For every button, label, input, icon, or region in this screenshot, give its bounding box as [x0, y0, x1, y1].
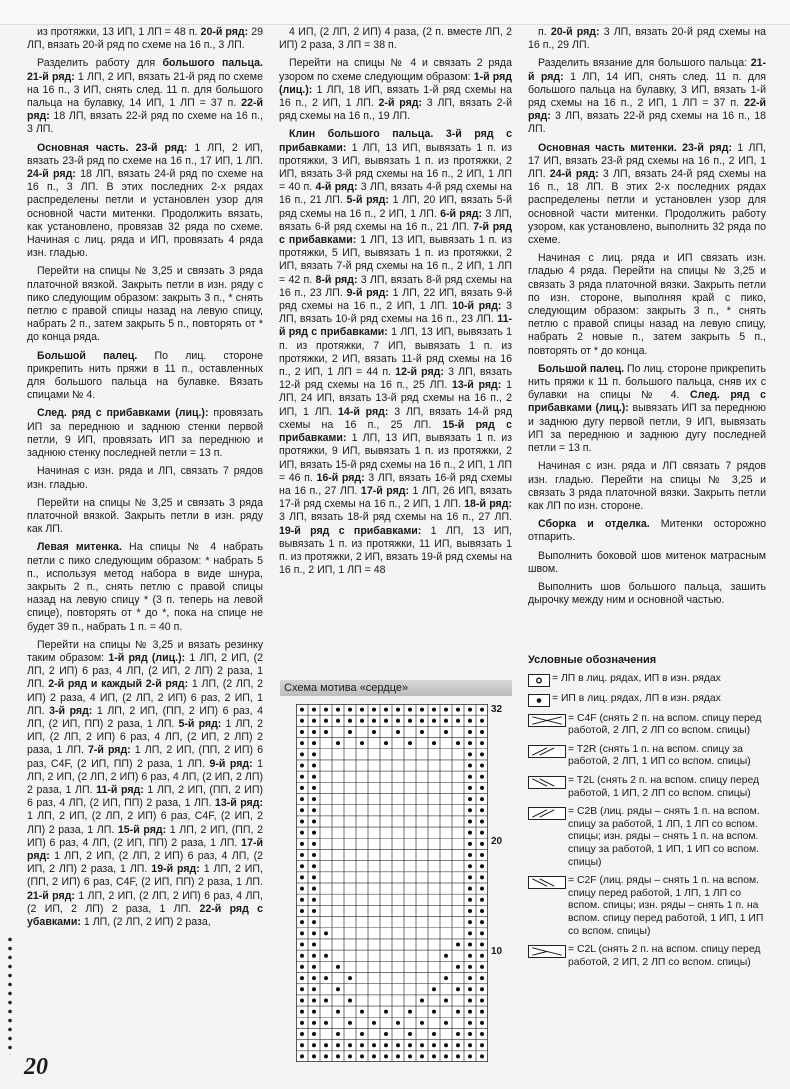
chart-dot [312, 1010, 316, 1014]
decorative-dots [6, 935, 14, 1055]
chart-dot [408, 708, 412, 712]
chart-dot [300, 987, 304, 991]
chart-dot [396, 1043, 400, 1047]
chart-dot [312, 965, 316, 969]
chart-dot [300, 808, 304, 812]
chart-dot [468, 730, 472, 734]
legend-item [528, 775, 768, 800]
chart-dot [480, 752, 484, 756]
chart-dot [468, 741, 472, 745]
text-column-1 [27, 26, 263, 934]
chart-dot [312, 708, 316, 712]
chart-dot [456, 1043, 460, 1047]
chart-dot [312, 943, 316, 947]
chart-dot [432, 1054, 436, 1058]
c2b-symbol-icon [528, 807, 566, 820]
chart-dot [300, 1021, 304, 1025]
col1-paragraph: Разделить работу для большого пальца. 21-й ряд: 1 ЛП, 2 ИП, вязать 21-й ряд по схеме на 16 п., 3 ИП, снять след. 11 п. для большого пальца на булавку, 14 ИП, 1 ЛП = 37 п. 22-й ряд: 18 ЛП, вязать 22-й ряд по схеме на 16 п., 3 ЛП. [27, 57, 263, 136]
chart-dot [312, 730, 316, 734]
chart-dot [300, 797, 304, 801]
chart-dot [456, 987, 460, 991]
chart-dot [468, 764, 472, 768]
chart-dot [444, 954, 448, 958]
chart-dot [480, 741, 484, 745]
col1-paragraph: Начиная с изн. ряда и ЛП, связать 7 рядов изн. гладью. [27, 465, 263, 491]
col1-paragraph: Основная часть. 23-й ряд: 1 ЛП, 2 ИП, вязать 23-й ряд по схеме на 16 п., 17 ИП, 1 ЛП. 24-й ряд: 18 ЛП, вязать 24-й ряд по схеме на 16 п., 3 ЛП. В этих последних 2-х рядах распределены петли и установлен узор для основной части митенки. Продолжить вязать, как установлено, провязав 32 ряда по схеме. Начиная с лиц. ряда и ИП, провязать 4 ряда изн. гладью. [27, 141, 263, 260]
col1-paragraph: Перейти на спицы № 3,25 и связать 3 ряда платочной вязкой. Закрыть петли в изн. ряду как ЛП. [27, 496, 263, 536]
chart-dot [468, 1043, 472, 1047]
chart-dot [468, 1010, 472, 1014]
chart-dot [312, 719, 316, 723]
chart-dot [468, 987, 472, 991]
chart-dot [348, 998, 352, 1002]
chart-dot [480, 909, 484, 913]
chart-dot [456, 1054, 460, 1058]
chart-dot [372, 1054, 376, 1058]
col1-paragraph: Левая митенка. На спицы № 4 набрать петли с пико следующим образом: * набрать 5 п., используя метод набора в виде шнура, закрыть 2 п., снять петлю с правой спицы назад на левую спицу * (3 п. теперь на левой спице), повторять от * до *, пока на спице не будет 39 п., набрать 1 п. = 40 п. [27, 541, 263, 633]
chart-dot [324, 976, 328, 980]
chart-dot [300, 976, 304, 980]
chart-dot [312, 842, 316, 846]
chart-dot [312, 909, 316, 913]
chart-dot [336, 1010, 340, 1014]
chart-dot [312, 1032, 316, 1036]
chart-dot [324, 708, 328, 712]
chart-dot [372, 719, 376, 723]
chart-dot [360, 1010, 364, 1014]
chart-dot [300, 1054, 304, 1058]
legend-item [528, 806, 768, 869]
chart-dot [312, 775, 316, 779]
chart-dot [408, 1054, 412, 1058]
chart-dot [312, 1043, 316, 1047]
chart-dot [420, 730, 424, 734]
chart-dot [432, 1010, 436, 1014]
chart-dot [360, 741, 364, 745]
chart-dot [468, 998, 472, 1002]
chart-dot [324, 719, 328, 723]
chart-dot [480, 708, 484, 712]
chart-dot [324, 1021, 328, 1025]
col2-paragraph: 4 ИП, (2 ЛП, 2 ИП) 4 раза, (2 п. вместе ЛП, 2 ИП) 2 раза, 3 ЛП = 38 п. [279, 26, 512, 52]
chart-dot [312, 741, 316, 745]
col2-paragraph: Клин большого пальца. 3-й ряд с прибавками: 1 ЛП, 13 ИП, вывязать 1 п. из протяжки, 3 ИП, вывязать 1 п. из протяжки, 2 ИП, вязать 3-й ряд схемы на 16 п., 2 ИП, 1 ЛП = 40 п. 4-й ряд: 3 ЛП, вязать 4-й ряд схемы на 16 п., 21 ЛП. 5-й ряд: 1 ЛП, 20 ИП, вязать 5-й ряд схемы на 16 п., 2 ИП, 1 ЛП. 6-й ряд: 3 ЛП, вязать 6-й ряд схемы на 16 п., 21 ЛП. 7-й ряд с прибавками: 1 ЛП, 13 ИП, вывязать 1 п. из протяжки, 5 ИП, вывязать 1 п. из протяжки, 2 ИП, вязать 7-й ряд схемы на 16 п., 2 ИП, 1 ЛП = 42 п. 8-й ряд: 3 ЛП, вязать 8-й ряд схемы на 16 п., 23 ЛП. 9-й ряд: 1 ЛП, 22 ИП, вязать 9-й ряд схемы на 16 п., 2 ИП, 1 ЛП. 10-й ряд: 3 ЛП, вязать 10-й ряд схемы на 16 п., 23 ЛП. 11-й ряд с прибавками: 1 ЛП, 13 ИП, вывязать 1 п. из протяжки, 7 ИП, вывязать 1 п. из протяжки, 2 ИП, вязать 11-й ряд схемы на 16 п., 2 ИП, 1 ЛП = 44 п. 12-й ряд: 3 ЛП, вязать 12-й ряд схемы на 16 п., 25 ЛП. 13-й ряд: 1 ЛП, 24 ИП, вязать 13-й ряд схемы на 16 п., 2 ИП, 1 ЛП. 14-й ряд: 3 ЛП, вязать 14-й ряд схемы на 16 п., 25 ЛП. 15-й ряд с прибавками: 1 ЛП, 13 ИП, вывязать 1 п. из протяжки, 9 ИП, вывязать 1 п. из протяжки, 2 ИП, вязать 15-й ряд схемы на 16 п., 2 ИП, 1 ЛП = 46 п. 16-й ряд: 3 ЛП, вязать 16-й ряд схемы на 16 п., 27 ЛП. 17-й ряд: 1 ЛП, 26 ИП, вязать 17-й ряд схемы на 16 п., 2 ИП, 1 ЛП. 18-й ряд: 3 ЛП, вязать 18-й ряд схемы на 16 п., 27 ЛП. 19-й ряд с прибавками: 1 ЛП, 13 ИП, вывязать 1 п. из протяжки, 11 ИП, вывязать 1 п. из протяжки, 2 ИП, вязать 19-й ряд схемы на 16 п., 2 ИП, 1 ЛП = 48 [279, 128, 513, 577]
chart-dot [300, 898, 304, 902]
chart-dot [420, 1043, 424, 1047]
chart-dot [408, 1043, 412, 1047]
chart-dot [480, 943, 484, 947]
chart-dot [384, 741, 388, 745]
chart-dot [432, 741, 436, 745]
legend-title: Условные обозначения [528, 654, 657, 666]
chart-dot [348, 719, 352, 723]
chart-dot [300, 1043, 304, 1047]
chart-dot [420, 998, 424, 1002]
chart-dot [348, 730, 352, 734]
chart-dot [396, 719, 400, 723]
col2-paragraph: Перейти на спицы № 4 и связать 2 ряда узором по схеме следующим образом: 1-й ряд (лиц.): 1 ЛП, 18 ИП, вязать 1-й ряд схемы на 16 п., 2 ИП, 1 ЛП. 2-й ряд: 3 ЛП, вязать 2-й ряд схемы на 16 п., 19 ЛП. [279, 57, 512, 123]
legend-item-text: = C4F (снять 2 п. на вспом. спицу перед работой, 2 ЛП, 2 ЛП со вспом. спицы) [568, 712, 762, 737]
chart-dot [312, 998, 316, 1002]
chart-dot [300, 998, 304, 1002]
legend-item [528, 744, 768, 769]
chart-dot [456, 741, 460, 745]
legend-item [528, 673, 768, 687]
chart-dot [312, 976, 316, 980]
chart-dot [312, 819, 316, 823]
chart-dot [468, 1021, 472, 1025]
chart-dot [468, 898, 472, 902]
chart-dot [336, 708, 340, 712]
chart-dot [348, 976, 352, 980]
chart-dot [324, 730, 328, 734]
chart-dot [300, 730, 304, 734]
chart-dot [456, 1032, 460, 1036]
t2r-symbol-icon [528, 745, 566, 758]
text-column-2 [279, 26, 512, 582]
chart-dot [480, 931, 484, 935]
chart-dot [468, 819, 472, 823]
chart-dot [480, 1021, 484, 1025]
chart-dot [432, 987, 436, 991]
chart-dot [468, 719, 472, 723]
chart-dot [396, 1054, 400, 1058]
chart-dot [420, 719, 424, 723]
chart-dot [360, 1043, 364, 1047]
chart-dot [360, 708, 364, 712]
chart-dot [372, 708, 376, 712]
chart-dot [300, 842, 304, 846]
chart-dot [468, 954, 472, 958]
chart-dot [480, 775, 484, 779]
chart-dot [372, 1043, 376, 1047]
chart-dot [300, 752, 304, 756]
chart-dot [480, 920, 484, 924]
chart-dot [300, 909, 304, 913]
chart-dot [468, 976, 472, 980]
c2l-symbol-icon [528, 945, 566, 958]
chart-dot [384, 1054, 388, 1058]
chart-dot [300, 943, 304, 947]
chart-dot [480, 764, 484, 768]
chart-dot [456, 965, 460, 969]
col1-paragraph: Перейти на спицы № 3,25 и вязать резинку таким образом: 1-й ряд (лиц.): 1 ЛП, 2 ИП, (2 ЛП, 2 ИП) 6 раз, 4 ЛП, (2 ИП, 2 ЛП) 2 раза, 1 ЛП. 2-й ряд и каждый 2-й ряд: 1 ЛП, (2 ЛП, 2 ИП) 2 раза, 4 ИП, (2 ЛП, 2 ИП) 6 раз, 2 ИП, 1 ЛП. 3-й ряд: 1 ЛП, 2 ИП, (ПП, 2 ИП) 6 раз, 4 ЛП, (2 ИП, ПП) 2 раза, 1 ЛП. 5-й ряд: 1 ЛП, 2 ИП, (2 ЛП, 2 ИП) 6 раз, 4 ЛП, (2 ИП, 2 ЛП) 2 раза, 1 ЛП. 7-й ряд: 1 ЛП, 2 ИП, (ПП, 2 ИП) 6 раз, C4F, (2 ИП, ПП) 2 раза, 1 ЛП. 9-й ряд: 1 ЛП, 2 ИП, (2 ЛП, 2 ИП) 6 раз, 4 ЛП, (2 ИП, 2 ЛП) 2 раза, 1 ЛП. 11-й ряд: 1 ЛП, 2 ИП, (ПП, 2 ИП) 6 раз, 4 ЛП, (2 ИП, ПП) 2 раза, 1 ЛП. 13-й ряд: 1 ЛП, 2 ИП, (2 ЛП, 2 ИП) 6 раз, C4F, (2 ИП, 2 ЛП) 2 раза, 1 ЛП. 15-й ряд: 1 ЛП, 2 ИП, (ПП, 2 ИП) 6 раз, 4 ЛП, (2 ИП, ПП) 2 раза, 1 ЛП. 17-й ряд: 1 ЛП, 2 ИП, (2 ЛП, 2 ИП) 6 раз, 4 ЛП, (2 ИП, 2 ЛП) 2 раза, 1 ЛП. 19-й ряд: 1 ЛП, 2 ИП, (ПП, 2 ИП) 6 раз, C4F, (2 ИП, ПП) 2 раза, 1 ЛП. 21-й ряд: 1 ЛП, 2 ИП, (2 ЛП, 2 ИП) 6 раз, 4 ЛП, (2 ИП, 2 ЛП) 2 раза, 1 ЛП. 22-й ряд с убавками: 1 ЛП, (2 ЛП, 2 ИП) 2 раза, [27, 638, 264, 928]
chart-dot [396, 708, 400, 712]
chart-dot [324, 1054, 328, 1058]
chart-dot [468, 864, 472, 868]
chart-dot [312, 786, 316, 790]
chart-dot [480, 1010, 484, 1014]
col3-paragraph: Сборка и отделка. Митенки осторожно отпарить. [528, 518, 767, 544]
chart-dot [300, 853, 304, 857]
chart-dot [468, 831, 472, 835]
col3-paragraph: Выполнить боковой шов митенок матрасным швом. [528, 549, 766, 575]
chart-dot [444, 1021, 448, 1025]
chart-dot [300, 954, 304, 958]
chart-dot [480, 954, 484, 958]
chart-dot [312, 875, 316, 879]
chart-dot [468, 875, 472, 879]
chart-dot [432, 719, 436, 723]
chart-dot [336, 719, 340, 723]
chart-dot [324, 931, 328, 935]
chart-dot [300, 1010, 304, 1014]
chart-dot [384, 1032, 388, 1036]
chart-dot [432, 1043, 436, 1047]
chart-dot [444, 708, 448, 712]
col1-paragraph: Перейти на спицы № 3,25 и связать 3 ряда платочной вязкой. Закрыть петли в изн. ряду с пико следующим образом: закрыть 3 п., * снять петлю с правой спицы назад на левую спицу, набрать 2 п., затем закрыть 5 п., повторять от * до конца ряда. [27, 265, 263, 344]
chart-dot [300, 887, 304, 891]
chart-dot [444, 719, 448, 723]
col1-paragraph: След. ряд с прибавками (лиц.): провязать ИП за переднюю и заднюю стенки первой петли, 9 ИП, провязать ИП за переднюю и заднюю стенку последней петли = 13 п. [27, 407, 263, 460]
chart-dot [384, 1010, 388, 1014]
chart-dot [312, 764, 316, 768]
page-number: 20 [24, 1054, 48, 1080]
chart-dot [312, 864, 316, 868]
chart-dot [480, 976, 484, 980]
chart-dot [468, 775, 472, 779]
chart-dot [480, 831, 484, 835]
c4f-symbol-icon [528, 714, 566, 727]
chart-dot [300, 965, 304, 969]
chart-dot [468, 1032, 472, 1036]
chart-dot [384, 719, 388, 723]
chart-dot [312, 752, 316, 756]
legend-item [528, 693, 768, 707]
chart-dot [312, 898, 316, 902]
chart-dot [300, 831, 304, 835]
chart-dot [444, 976, 448, 980]
chart-dot [480, 998, 484, 1002]
col1-paragraph: Большой палец. По лиц. стороне прикрепить нить пряжи в 11 п., оставленных для большого пальца на булавке. Вязать спицами № 4. [27, 349, 263, 402]
filled-dot-icon [528, 694, 550, 707]
chart-dot [324, 954, 328, 958]
chart-dot [420, 708, 424, 712]
chart-dot [324, 998, 328, 1002]
chart-dot [300, 764, 304, 768]
chart-dot [300, 708, 304, 712]
heart-motif-chart [296, 704, 488, 1062]
chart-dot [348, 1043, 352, 1047]
chart-dot [480, 719, 484, 723]
chart-dot [468, 853, 472, 857]
legend-item-text: = ИП в лиц. рядах, ЛП в изн. рядах [552, 692, 721, 704]
chart-dot [468, 1054, 472, 1058]
chart-dot [312, 1054, 316, 1058]
chart-dot [360, 1054, 364, 1058]
chart-dot [456, 943, 460, 947]
chart-dot [480, 1032, 484, 1036]
col3-paragraph: Большой палец. По лиц. стороне прикрепить нить пряжи к 11 п. большого пальца, сняв их с булавки на спицы № 4. След. ряд с прибавками (лиц.): вывязать ИП за переднюю и заднюю дугу первой петли, 9 ИП, вывязать ИП за переднюю и заднюю дугу последней петли = 13 п. [528, 362, 766, 455]
chart-dot [408, 1032, 412, 1036]
chart-dot [336, 965, 340, 969]
chart-dot [480, 797, 484, 801]
chart-dot [408, 741, 412, 745]
chart-dot [336, 741, 340, 745]
col1-paragraph: из протяжки, 13 ИП, 1 ЛП = 48 п. 20-й ряд: 29 ЛП, вязать 20-й ряд по схеме на 16 п., 3 ЛП. [27, 26, 263, 52]
chart-dot [468, 887, 472, 891]
chart-dot [324, 1043, 328, 1047]
chart-dot [300, 875, 304, 879]
legend-item-text: = T2L (снять 2 п. на вспом. спицу перед работой, 1 ИП, 2 ЛП со вспом. спицы) [568, 774, 760, 799]
chart-dot [372, 1021, 376, 1025]
chart-dot [300, 786, 304, 790]
chart-dot [468, 786, 472, 790]
chart-dot [480, 898, 484, 902]
legend-item [528, 713, 768, 738]
chart-title: Схема мотива «сердце» [280, 680, 512, 696]
chart-dot [468, 808, 472, 812]
chart-dot [300, 920, 304, 924]
chart-dot [408, 1010, 412, 1014]
chart-dot [372, 730, 376, 734]
chart-dot [444, 1043, 448, 1047]
chart-dot [432, 708, 436, 712]
col3-paragraph: Разделить вязание для большого пальца: 21-й ряд: 1 ЛП, 14 ИП, снять след. 11 п. для большого пальца на булавку, 3 ИП, вязать 1-й ряд схемы на 16 п., 2 ИП, 1 ЛП = 37 п. 22-й ряд: 3 ЛП, вязать 22-й ряд схемы на 16 п., 18 ЛП. [528, 57, 766, 136]
chart-dot [348, 1021, 352, 1025]
legend-item-text: = C2L (снять 2 п. на вспом. спицу перед работой, 2 ИП, 2 ЛП со вспом. спицы) [568, 944, 761, 968]
chart-dot [468, 752, 472, 756]
legend-item-text: = ЛП в лиц. рядах, ИП в изн. рядах [552, 672, 721, 684]
chart-dot [300, 1032, 304, 1036]
chart-dot [444, 730, 448, 734]
chart-dot [312, 1021, 316, 1025]
chart-dot [480, 887, 484, 891]
chart-dot [336, 1054, 340, 1058]
chart-dot [480, 1043, 484, 1047]
chart-dot [468, 708, 472, 712]
chart-dot [396, 730, 400, 734]
chart-dot [396, 1021, 400, 1025]
dot-square-icon [528, 674, 550, 687]
chart-dot [312, 954, 316, 958]
chart-dot [312, 831, 316, 835]
legend-item-text: = C2B (лиц. ряды – снять 1 п. на вспом. спицу за работой, 1 ЛП, 1 ЛП со вспом. спицы; изн. ряды – снять 1 п. на вспом. спицу за работой, 1 ИП, 1 ИП со вспом. спицы) [568, 806, 760, 868]
chart-dot [336, 1043, 340, 1047]
col3-paragraph: Начиная с изн. ряда и ЛП связать 7 рядов изн. гладью. Перейти на спицы № 3,25 и связать 3 ряда платочной вязки. Закрыть петли как ЛП по изн. стороне. [528, 460, 766, 512]
chart-dot [456, 719, 460, 723]
chart-dot [336, 1032, 340, 1036]
row-label-10: 10 [491, 946, 503, 957]
chart-dot [480, 875, 484, 879]
chart-dot [480, 786, 484, 790]
chart-dot [468, 842, 472, 846]
row-label-20: 20 [491, 836, 503, 847]
chart-dot [480, 965, 484, 969]
legend-item [528, 944, 768, 969]
chart-dot [300, 819, 304, 823]
chart-dot [408, 719, 412, 723]
chart-dot [468, 920, 472, 924]
chart-dot [312, 931, 316, 935]
chart-dot [468, 909, 472, 913]
chart-dot [312, 987, 316, 991]
chart-dot [300, 741, 304, 745]
chart-dot [360, 719, 364, 723]
chart-dot [468, 943, 472, 947]
chart-dot [480, 819, 484, 823]
chart-dot [300, 775, 304, 779]
chart-dot [480, 987, 484, 991]
chart-dot [300, 931, 304, 935]
col3-paragraph: Основная часть митенки. 23-й ряд: 1 ЛП, 17 ИП, вязать 23-й ряд схемы на 16 п., 2 ИП, 1 ЛП. 24-й ряд: 3 ЛП, вязать 24-й ряд схемы на 16 п., 18 ЛП. В этих 2-х последних рядах распределены петли и установлен узор для основной части митенки. Продолжить работу узором, как установлено, выполнить 32 ряда по схеме. [528, 141, 766, 247]
chart-dot [456, 1010, 460, 1014]
chart-dot [480, 853, 484, 857]
chart-dot [300, 864, 304, 868]
chart-dot [420, 1054, 424, 1058]
chart-dot [312, 808, 316, 812]
text-column-3 [528, 26, 766, 612]
chart-dot [444, 998, 448, 1002]
chart-dot [480, 1054, 484, 1058]
chart-dot [468, 797, 472, 801]
chart-dot [468, 931, 472, 935]
chart-dot [336, 987, 340, 991]
chart-dot [432, 1032, 436, 1036]
chart-dot [360, 1032, 364, 1036]
chart-dot [420, 1021, 424, 1025]
chart-dot [312, 887, 316, 891]
legend-item [528, 875, 768, 938]
col3-paragraph: Начиная с лиц. ряда и ИП связать изн. гладью 4 ряда. Перейти на спицы № 3,25 и связать 3 ряда платочной вязки. Закрыть петли по изн. стороне, выполняя край с пико, следующим образом: закрыть 3 п., * снять петлю с правой спицы назад на левую спицу, набрать 2 новые п., затем закрыть 5 п., повторять от * до конца. [528, 252, 766, 357]
c2f-symbol-icon [528, 876, 566, 889]
chart-dot [480, 842, 484, 846]
chart-dot [480, 730, 484, 734]
chart-dot [348, 1054, 352, 1058]
legend-item-text: = C2F (лиц. ряды – снять 1 п. на вспом. спицу перед работой, 1 ЛП, 1 ЛП со вспом. спицы; изн. ряды – снять 1 п. на вспом. спицу перед работой, 1 ИП, 1 ИП со вспом. спицы) [568, 875, 764, 937]
chart-dot [384, 1043, 388, 1047]
chart-dot [444, 1054, 448, 1058]
t2l-symbol-icon [528, 776, 566, 789]
chart-dot [312, 853, 316, 857]
chart-dot [480, 808, 484, 812]
legend [528, 654, 768, 975]
chart-dot [384, 708, 388, 712]
chart-dot [312, 920, 316, 924]
chart-dot [480, 864, 484, 868]
top-edge [0, 0, 790, 25]
col3-paragraph: п. 20-й ряд: 3 ЛП, вязать 20-й ряд схемы на 16 п., 29 ЛП. [528, 26, 766, 52]
chart-dot [468, 965, 472, 969]
legend-item-text: = T2R (снять 1 п. на вспом. спицу за работой, 2 ЛП, 1 ИП со вспом. спицы) [568, 743, 751, 768]
chart-dot [456, 708, 460, 712]
chart-dot [348, 708, 352, 712]
row-label-32: 32 [491, 704, 503, 715]
col3-paragraph: Выполнить шов большого пальца, зашить дырочку между ним и основной частью. [528, 580, 766, 607]
chart-dot [300, 719, 304, 723]
chart-dot [312, 797, 316, 801]
